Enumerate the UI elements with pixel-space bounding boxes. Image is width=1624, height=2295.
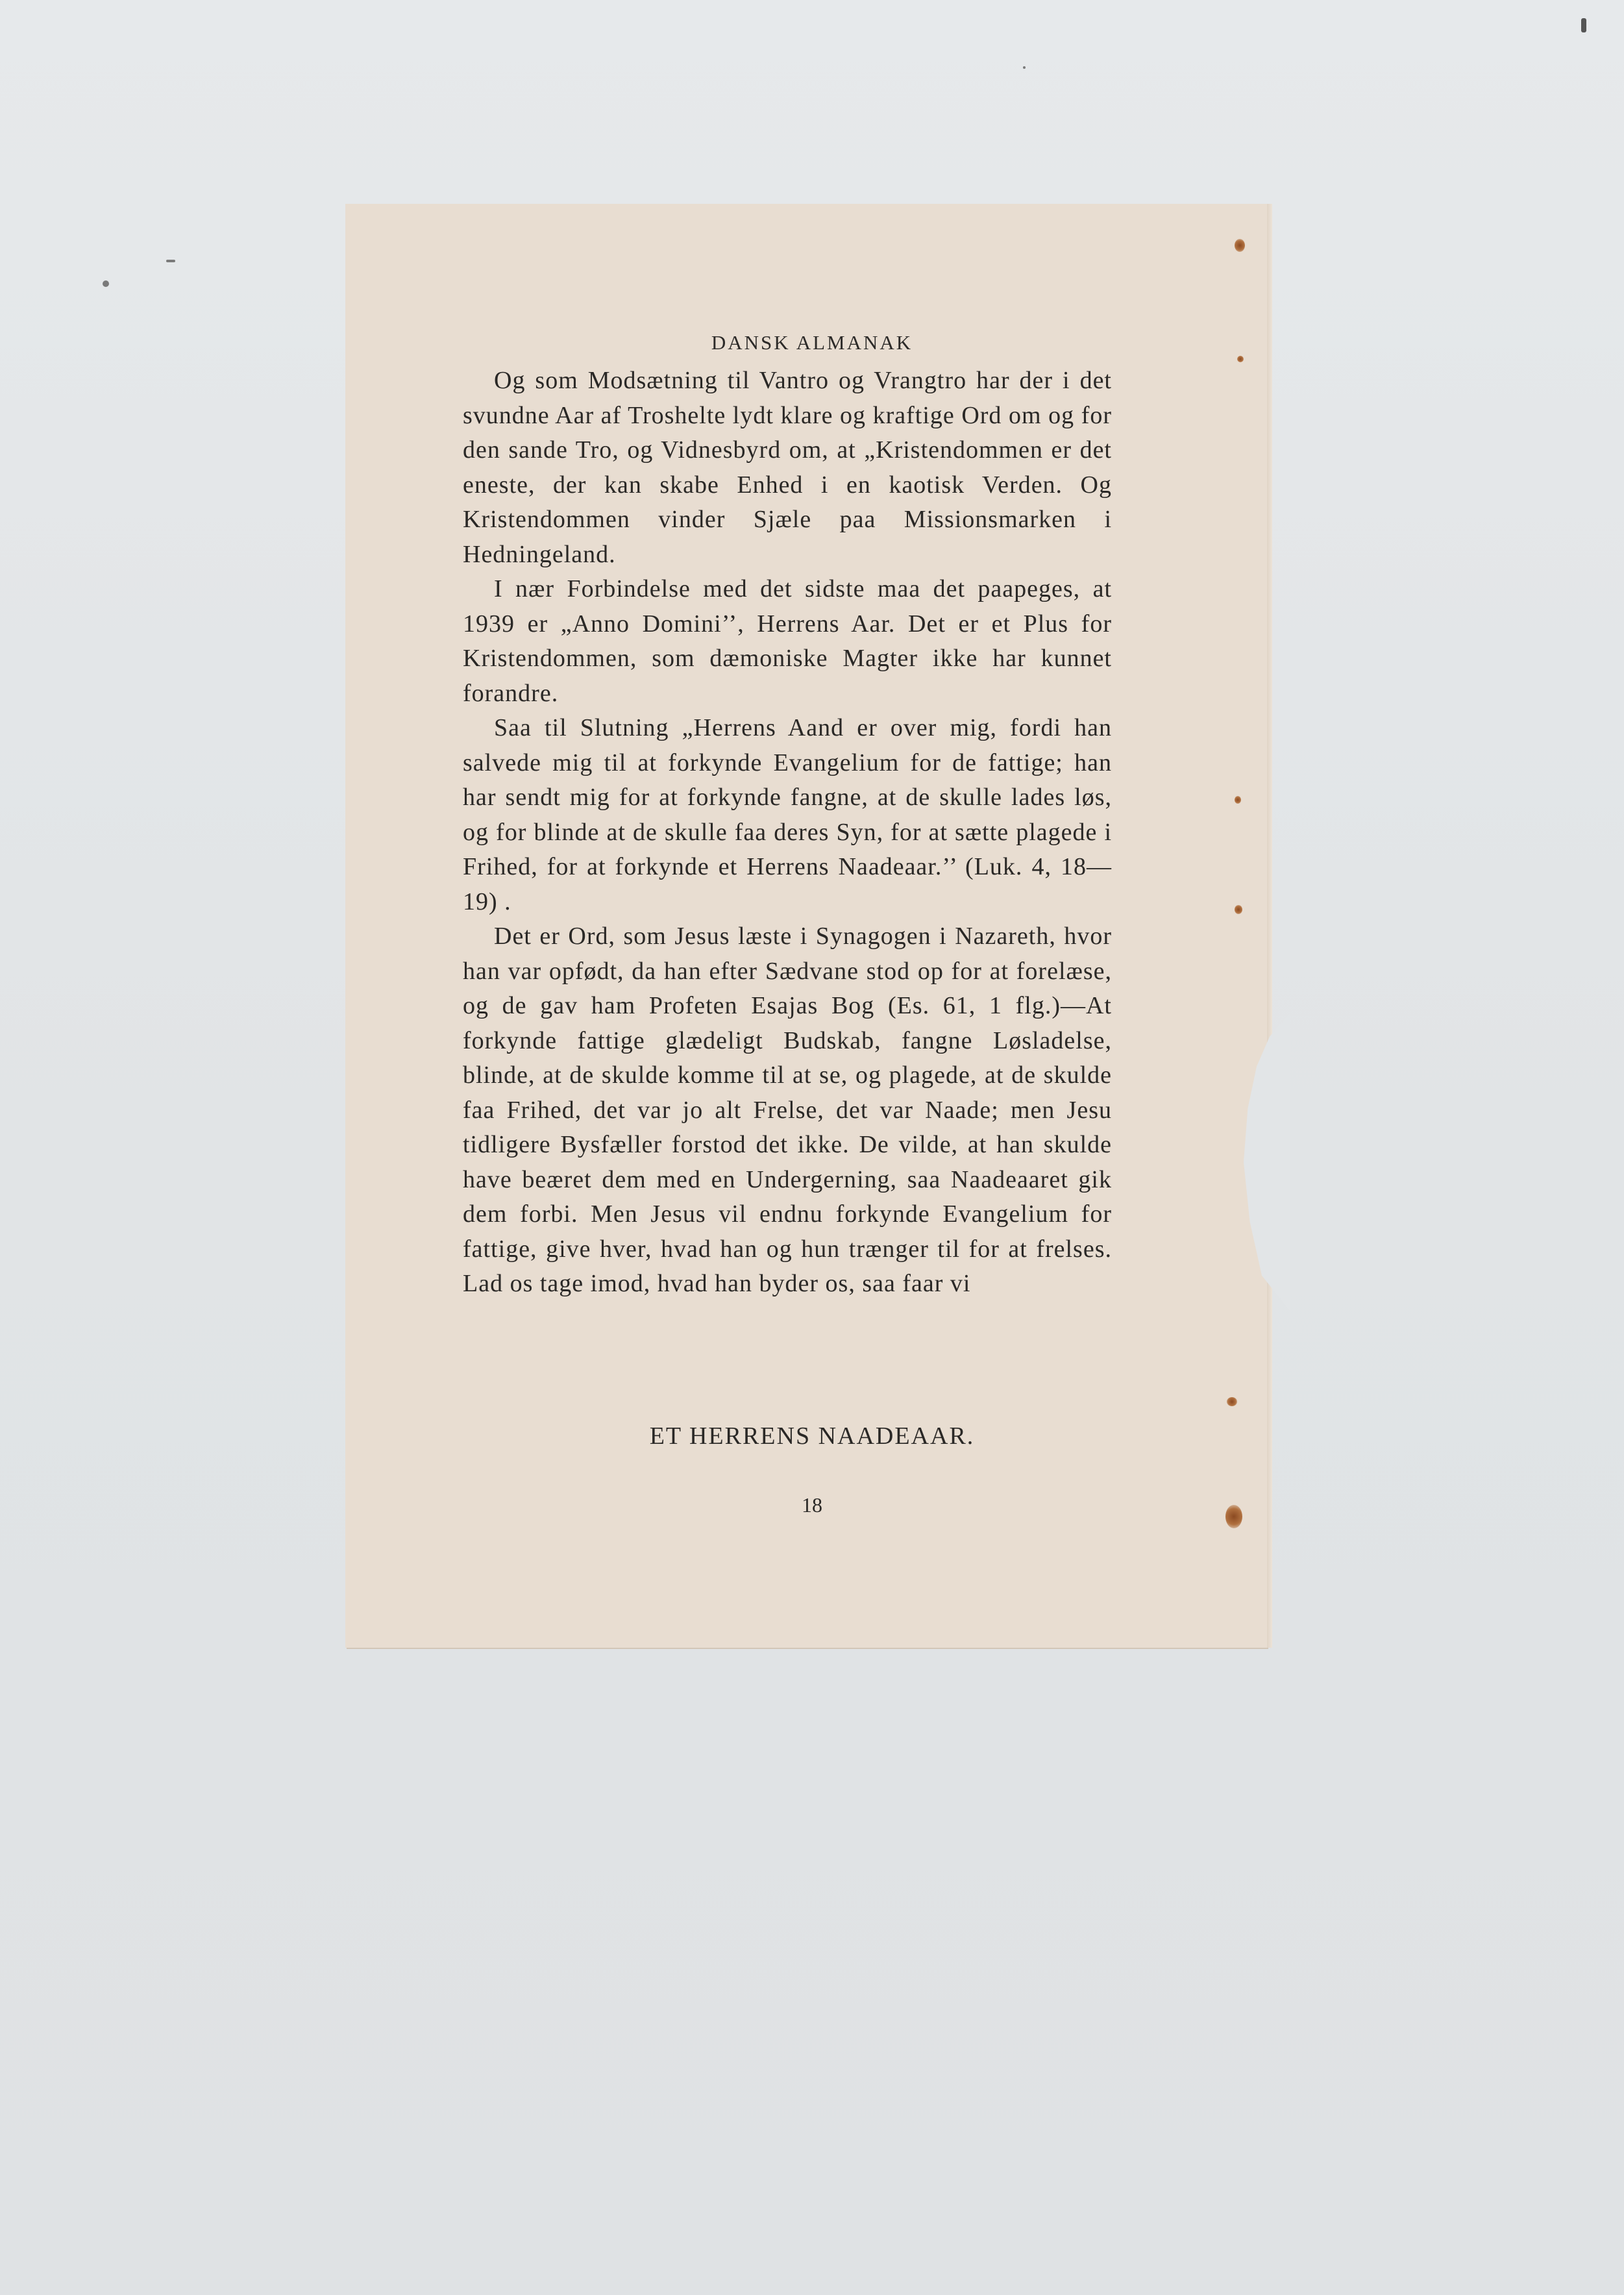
dust-speck: [1581, 18, 1586, 32]
paragraph: Saa til Slutning „Herrens Aand er over mig, fordi han salvede mig til at forkynde Evangelium for de fattige; han har sendt mig for at forkynde fangne, at de skulle lades løs, og for blinde at de skulle faa deres Syn, for at sætte plagede i Frihed, for at forkynde et Herrens Naadeaar.’’ (Luk. 4, 18—19) .: [463, 714, 1112, 915]
rust-spot: [1237, 356, 1244, 362]
rust-spot: [1235, 239, 1245, 252]
dust-speck: [1023, 66, 1026, 69]
rust-spot: [1235, 905, 1242, 914]
closing-line: ET HERRENS NAADEAAR.: [649, 1422, 975, 1450]
body-text: [463, 364, 1112, 1302]
running-head: DANSK ALMANAK: [711, 331, 913, 354]
rust-spot: [1227, 1397, 1237, 1406]
paragraph: Det er Ord, som Jesus læste i Synagogen i Nazareth, hvor han var opfødt, da han efter Sædvane stod op for at forelæse, og de gav ham Profeten Esajas Bog (Es. 61, 1 flg.)—At forkynde fattige glædeligt Budskab, fangne Løsladelse, blinde, at de skulde komme til at se, og plagede, at de skulde faa Frihed, det var jo alt Frelse, det var Naade; men Jesu tidligere Bysfæller forstod det ikke. De vilde, at han skulde have beæret dem med en Undergerning, saa Naadeaaret gik dem forbi. Men Jesus vil endnu forkynde Evangelium for fattige, give hver, hvad han og hun trænger til for at frelses. Lad os tage imod, hvad han byder os, saa faar vi: [463, 923, 1112, 1297]
paragraph: I nær Forbindelse med det sidste maa det paapeges, at 1939 er „Anno Domini’’, Herrens Aar. Det er et Plus for Kristendommen, som dæmoniske Magter ikke har kunnet forandre.: [463, 575, 1112, 707]
dust-speck: [103, 280, 109, 287]
dust-speck: [166, 260, 175, 262]
rust-spot: [1235, 796, 1241, 804]
paragraph: Og som Modsætning til Vantro og Vrangtro har der i det svundne Aar af Troshelte lydt klare og kraftige Ord om og for den sande Tro, og Vidnesbyrd om, at „Kristendommen er det eneste, der kan skabe Enhed i en kaotisk Verden. Og Kristendommen vinder Sjæle paa Missionsmarken i Hedningeland.: [463, 367, 1112, 568]
page-number: 18: [802, 1493, 822, 1517]
